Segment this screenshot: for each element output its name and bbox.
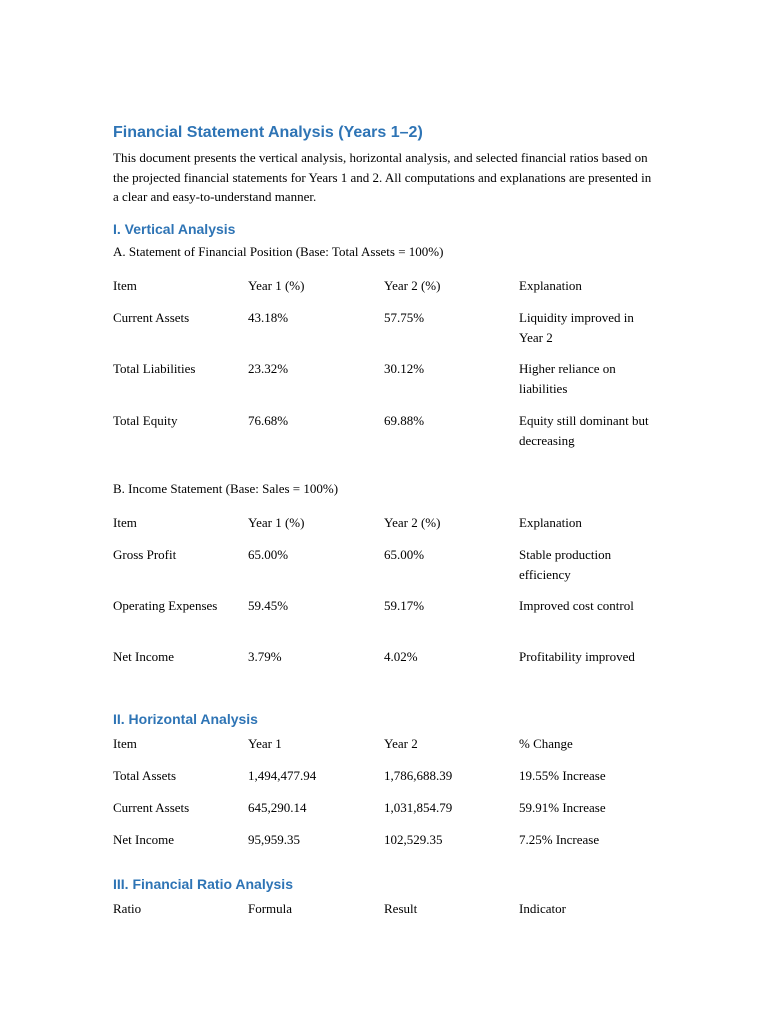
table-cell: Stable production efficiency — [519, 547, 612, 582]
table-row — [113, 596, 673, 647]
table-cell: 30.12% — [384, 361, 425, 376]
table-cell: Total Liabilities — [113, 361, 196, 376]
table-cell: 1,031,854.79 — [384, 800, 453, 815]
table-cell: 19.55% Increase — [519, 768, 606, 783]
table-cell: Higher reliance on liabilities — [519, 361, 616, 396]
ratio-table — [113, 899, 673, 931]
table-cell: 76.68% — [248, 413, 289, 428]
header-cell: Ratio — [113, 901, 142, 916]
table-row — [113, 830, 673, 862]
table-cell: 59.17% — [384, 598, 425, 613]
table-cell: 645,290.14 — [248, 800, 307, 815]
table-cell: 1,494,477.94 — [248, 768, 317, 783]
table-cell: Current Assets — [113, 310, 190, 325]
ratio-analysis-heading: III. Financial Ratio Analysis — [113, 876, 293, 892]
vertical-analysis-heading: I. Vertical Analysis — [113, 221, 236, 237]
table-cell: 102,529.35 — [384, 832, 443, 847]
table-row — [113, 647, 673, 697]
header-cell: Year 2 — [384, 736, 418, 751]
table-cell: 65.00% — [384, 547, 425, 562]
header-cell: Year 2 (%) — [384, 278, 441, 293]
table-cell: 69.88% — [384, 413, 425, 428]
is-table — [113, 513, 673, 697]
horizontal-analysis-heading: II. Horizontal Analysis — [113, 711, 258, 727]
header-cell: Formula — [248, 901, 293, 916]
table-row — [113, 798, 673, 830]
table-cell: Net Income — [113, 832, 175, 847]
table-row — [113, 766, 673, 798]
table-cell: Liquidity improved in Year 2 — [519, 310, 634, 345]
table-header-row — [113, 276, 673, 308]
table-cell: 95,959.35 — [248, 832, 300, 847]
table-cell: 65.00% — [248, 547, 289, 562]
header-cell: Year 1 (%) — [248, 515, 305, 530]
table-cell: 1,786,688.39 — [384, 768, 453, 783]
table-row — [113, 359, 673, 411]
header-cell: Indicator — [519, 901, 566, 916]
header-cell: Year 1 — [248, 736, 282, 751]
table-cell: 43.18% — [248, 310, 289, 325]
table-row — [113, 545, 673, 596]
table-cell: 59.45% — [248, 598, 289, 613]
table-cell: Current Assets — [113, 800, 190, 815]
sfp-table — [113, 276, 673, 481]
table-cell: Net Income — [113, 649, 175, 664]
header-cell: Item — [113, 736, 137, 751]
table-row — [113, 411, 673, 481]
table-cell: Equity still dominant but decreasing — [519, 413, 649, 448]
header-cell: Explanation — [519, 278, 582, 293]
table-header-row — [113, 734, 673, 766]
table-header-row — [113, 899, 673, 931]
header-cell: Year 2 (%) — [384, 515, 441, 530]
table-cell: 7.25% Increase — [519, 832, 600, 847]
sfp-caption: A. Statement of Financial Position (Base: Total Assets = 100%) — [113, 244, 444, 259]
table-cell: Operating Expenses — [113, 598, 218, 613]
table-row — [113, 308, 673, 359]
header-cell: Item — [113, 515, 137, 530]
header-cell: Result — [384, 901, 418, 916]
is-caption: B. Income Statement (Base: Sales = 100%) — [113, 481, 339, 496]
table-cell: 3.79% — [248, 649, 282, 664]
table-cell: Profitability improved — [519, 649, 635, 664]
header-cell: Year 1 (%) — [248, 278, 305, 293]
table-header-row — [113, 513, 673, 545]
table-cell: Total Assets — [113, 768, 177, 783]
header-cell: Explanation — [519, 515, 582, 530]
table-cell: 59.91% Increase — [519, 800, 606, 815]
table-cell: 57.75% — [384, 310, 425, 325]
table-cell: Improved cost control — [519, 598, 634, 613]
table-cell: Total Equity — [113, 413, 178, 428]
table-cell: 4.02% — [384, 649, 418, 664]
horizontal-table — [113, 734, 673, 862]
header-cell: Item — [113, 278, 137, 293]
header-cell: % Change — [519, 736, 573, 751]
table-cell: 23.32% — [248, 361, 289, 376]
table-cell: Gross Profit — [113, 547, 177, 562]
intro-paragraph: This document presents the vertical analysis, horizontal analysis, and selected financial ratios based on the projected financial statements for Years 1 and 2. All computations and explanations are presented in a clear and easy-to-understand manner. — [113, 150, 652, 204]
document-title: Financial Statement Analysis (Years 1–2) — [113, 124, 423, 141]
